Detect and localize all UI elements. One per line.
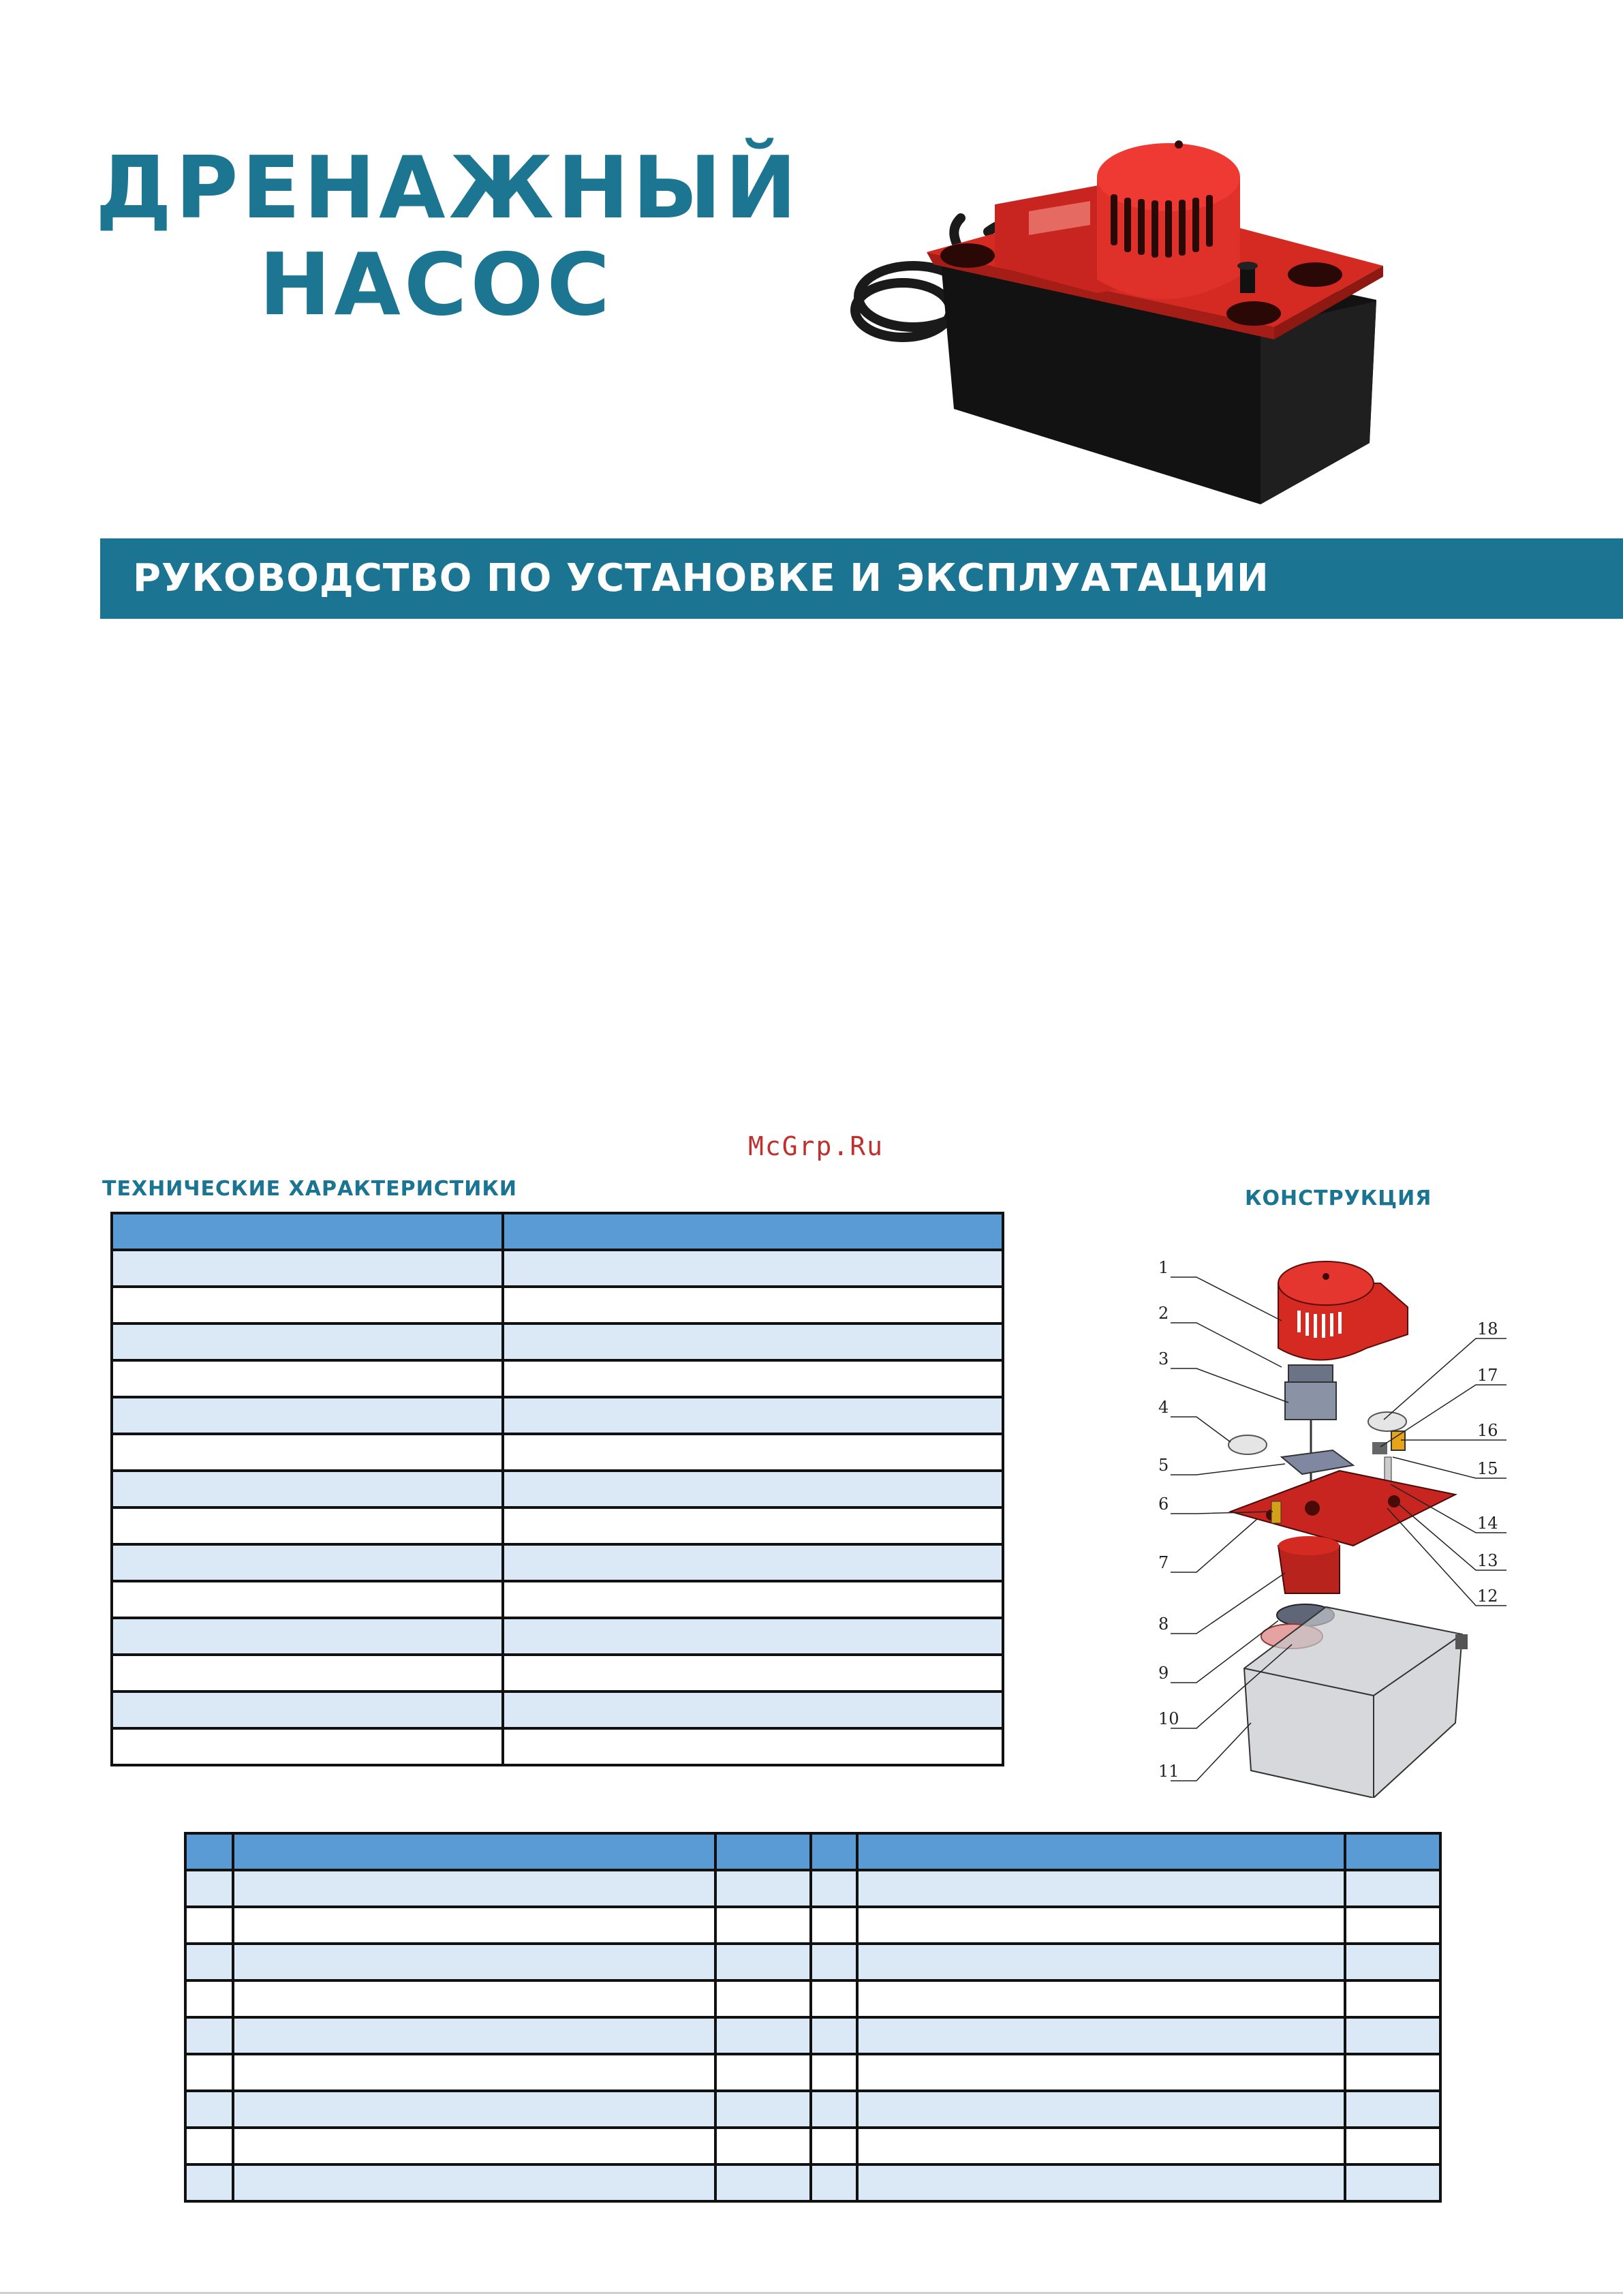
construction-diagram (1156, 1253, 1524, 1798)
table-row (185, 1870, 1440, 1907)
table-row (112, 1323, 1003, 1360)
table-row (185, 2128, 1440, 2164)
specs-table (110, 1212, 1004, 1766)
table-row (112, 1581, 1003, 1618)
title-line-1: ДРЕНАЖНЫЙ (95, 138, 801, 238)
table-row (185, 1944, 1440, 1980)
construction-section-title: КОНСТРУКЦИЯ (1245, 1187, 1432, 1210)
document-title (95, 138, 801, 335)
manual-banner: РУКОВОДСТВО ПО УСТАНОВКЕ И ЭКСПЛУАТАЦИИ (100, 538, 1623, 619)
callout-9: 9 (1158, 1664, 1169, 1683)
table-row (112, 1250, 1003, 1287)
callout-10: 10 (1158, 1709, 1179, 1728)
table-header-row (185, 1833, 1440, 1870)
callout-8: 8 (1158, 1614, 1169, 1634)
callout-12: 12 (1477, 1587, 1498, 1606)
callout-6: 6 (1158, 1495, 1169, 1514)
callout-5: 5 (1158, 1456, 1169, 1475)
footer-divider (0, 2292, 1623, 2294)
callout-14: 14 (1477, 1514, 1498, 1533)
table-row (185, 2164, 1440, 2201)
callout-15: 15 (1477, 1459, 1498, 1478)
table-row (112, 1655, 1003, 1692)
callout-11: 11 (1158, 1762, 1179, 1781)
callout-13: 13 (1477, 1551, 1498, 1570)
callout-1: 1 (1158, 1258, 1169, 1277)
specs-section-title: ТЕХНИЧЕСКИЕ ХАРАКТЕРИСТИКИ (102, 1177, 517, 1201)
parts-table (184, 1832, 1442, 2203)
title-line-2: НАСОС (258, 234, 614, 335)
callout-3: 3 (1158, 1349, 1169, 1368)
table-row (112, 1728, 1003, 1765)
table-row (112, 1544, 1003, 1581)
callout-16: 16 (1477, 1421, 1498, 1440)
table-row (112, 1287, 1003, 1323)
table-row (185, 2091, 1440, 2128)
callout-18: 18 (1477, 1319, 1498, 1338)
table-row (112, 1471, 1003, 1507)
callout-4: 4 (1158, 1398, 1169, 1417)
callout-2: 2 (1158, 1304, 1169, 1323)
callout-7: 7 (1158, 1553, 1169, 1572)
pump-product-image (838, 123, 1397, 518)
table-header-row (112, 1213, 1003, 1250)
table-row (185, 2054, 1440, 2091)
table-row (112, 1692, 1003, 1728)
table-row (112, 1434, 1003, 1471)
table-row (112, 1618, 1003, 1655)
table-row (112, 1507, 1003, 1544)
watermark: McGrp.Ru (748, 1131, 884, 1161)
table-row (185, 1980, 1440, 2017)
table-row (112, 1397, 1003, 1434)
table-row (185, 2017, 1440, 2054)
table-row (185, 1907, 1440, 1944)
table-row (112, 1360, 1003, 1397)
callout-17: 17 (1477, 1366, 1498, 1385)
